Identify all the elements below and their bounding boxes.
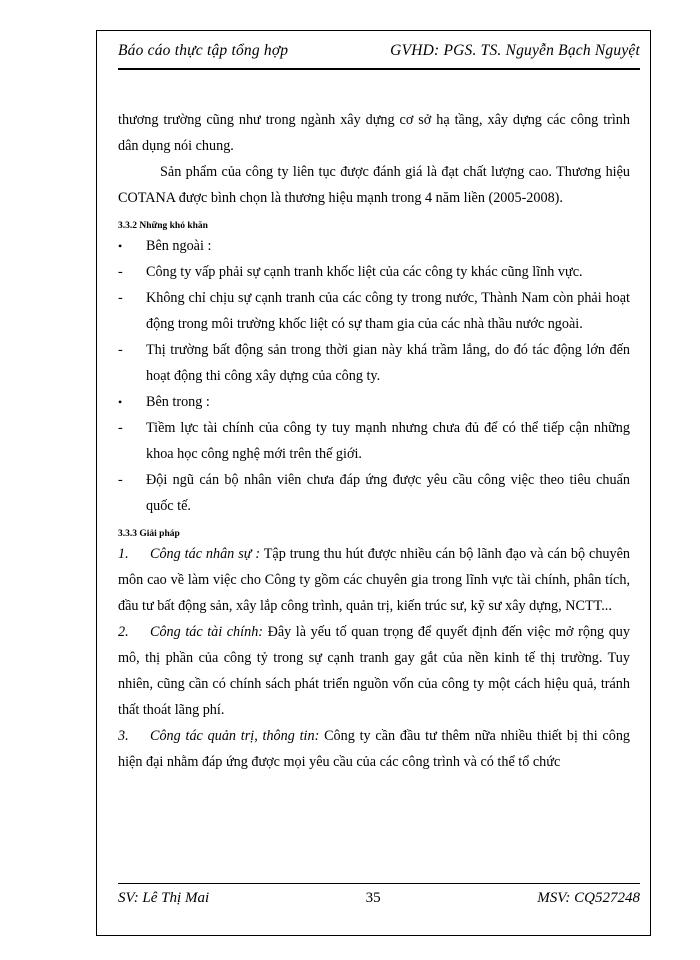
- list-item-text: Đội ngũ cán bộ nhân viên chưa đáp ứng được yêu cầu công việc theo tiêu chuẩn quốc tế.: [146, 472, 630, 514]
- list-item-text: Bên trong :: [146, 394, 210, 410]
- list-item: [118, 389, 630, 415]
- dash-icon: -: [118, 342, 123, 358]
- list-item-text: Tiềm lực tài chính của công ty tuy mạnh nhưng chưa đủ để có thể tiếp cận những khoa học công nghệ mới trên thế giới.: [146, 420, 630, 462]
- dash-icon: -: [118, 420, 123, 436]
- numbered-item: [118, 619, 630, 723]
- list-item-text: Không chỉ chịu sự cạnh tranh của các công ty trong nước, Thành Nam còn phải hoạt động trong môi trường khốc liệt có sự tham gia của các nhà thầu nước ngoài.: [146, 290, 630, 332]
- item-text: Đây là yếu tố quan trọng để quyết định đến việc mở rộng quy mô, thị phần của công tỷ trong sự cạnh tranh gay gắt của nền kinh tế thị trường. Tuy nhiên, cũng cần có chính sách phát triển nguồn vốn của công ty một cách hiệu quả, tránh thất thoát lãng phí.: [118, 624, 630, 718]
- bullet-icon: •: [118, 395, 123, 409]
- item-title: Công tác nhân sự :: [150, 546, 261, 562]
- bullet-icon: •: [118, 239, 123, 253]
- footer-student-id: MSV: CQ527248: [537, 890, 640, 906]
- page-number: 35: [365, 890, 381, 906]
- list-item: [118, 259, 630, 285]
- list-item: [118, 467, 630, 519]
- list-item: [118, 285, 630, 337]
- list-item-text: Thị trường bất động sản trong thời gian này khá trầm lắng, do đó tác động lớn đến hoạt động thi công xây dựng của công ty.: [146, 342, 630, 384]
- header-report-title: Báo cáo thực tập tổng hợp: [118, 42, 289, 59]
- document-body: [118, 107, 630, 775]
- footer-student-name: SV: Lê Thị Mai: [118, 890, 210, 906]
- dash-icon: -: [118, 472, 123, 488]
- numbered-item: [118, 541, 630, 619]
- page-footer: [118, 883, 640, 914]
- list-item: [118, 415, 630, 467]
- section-heading-difficulties: 3.3.2 Những khó khăn: [118, 221, 208, 231]
- section-heading-solutions: 3.3.3 Giải pháp: [118, 529, 180, 539]
- list-item: [118, 337, 630, 389]
- paragraph: Sản phẩm của công ty liên tục được đánh giá là đạt chất lượng cao. Thương hiệu COTANA được bình chọn là thương hiệu mạnh trong 4 năm liền (2005-2008).: [118, 164, 630, 206]
- dash-icon: -: [118, 290, 123, 306]
- header-advisor: GVHD: PGS. TS. Nguyễn Bạch Nguyệt: [390, 42, 640, 59]
- item-title: Công tác quản trị, thông tin:: [150, 728, 320, 744]
- item-text: Công ty cần đầu tư thêm nữa nhiều thiết bị thi công hiện đại nhằm đáp ứng được mọi yêu cầu của các công trình và có thể tổ chức: [118, 728, 631, 770]
- item-number: 2.: [118, 624, 129, 640]
- item-number: 1.: [118, 546, 129, 562]
- item-title: Công tác tài chính:: [150, 624, 264, 640]
- item-text: Tập trung thu hút được nhiều cán bộ lãnh đạo và cán bộ chuyên môn cao về làm việc cho Công ty gồm các chuyên gia trong lĩnh vực tài chính, phân tích, đầu tư bất động sản, xây lắp công trình, quản trị, kiến trúc sư, kỹ sư xây dựng, NCTT...: [118, 546, 630, 614]
- item-number: 3.: [118, 728, 129, 744]
- list-item-text: Công ty vấp phải sự cạnh tranh khốc liệt của các công ty khác cũng lĩnh vực.: [146, 264, 583, 280]
- dash-icon: -: [118, 264, 123, 280]
- numbered-item: [118, 723, 630, 775]
- list-item: [118, 233, 630, 259]
- paragraph: thương trường cũng như trong ngành xây dựng cơ sở hạ tầng, xây dựng các công trình dân dụng nói chung.: [118, 112, 630, 154]
- list-item-text: Bên ngoài :: [146, 238, 212, 254]
- page-header: [118, 42, 640, 70]
